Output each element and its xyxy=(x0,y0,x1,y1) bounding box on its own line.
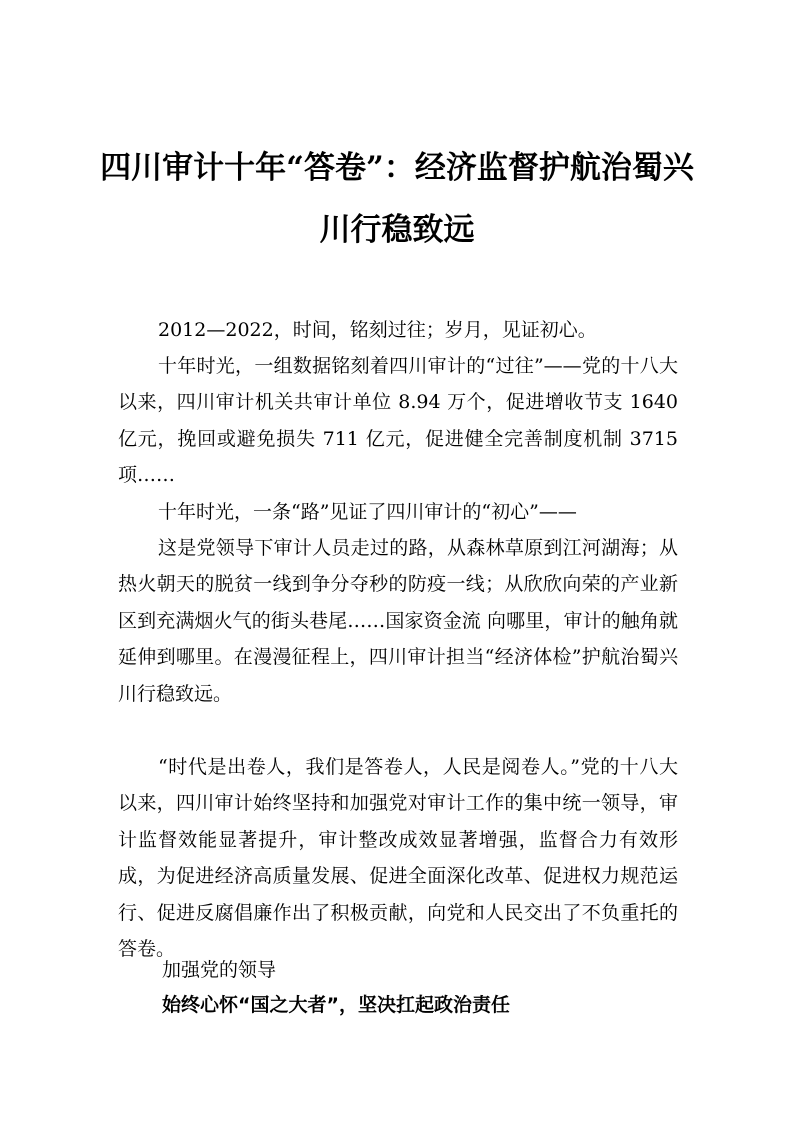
paragraph-intro: 2012—2022，时间，铭刻过往；岁月，见证初心。 xyxy=(158,319,597,341)
document-title-line-1: 四川审计十年“答卷”：经济监督护航治蜀兴 xyxy=(100,150,694,186)
document-title-line-2: 川行稳致远 xyxy=(319,212,475,248)
section-subheading: 始终心怀“国之大者”，坚决扛起政治责任 xyxy=(162,994,510,1016)
paragraph-path: 这是党领导下审计人员走过的路，从森林草原到江河湖海；从热火朝天的脱贫一线到争分夺秒的防疫一线；从欣欣向荣的产业新区到充满烟火气的街头巷尾……国家资金流 向哪里，审计的触角就延伸到哪里。在漫漫征程上，四川审计担当“经济体检”护航治蜀兴川行稳致远。 xyxy=(118,537,678,705)
paragraph-data: 十年时光，一组数据铭刻着四川审计的“过往”——党的十八大以来，四川审计机关共审计单位 8.94 万个，促进增收节支 1640 亿元，挽回或避免损失 711 亿元，促进健全完善制度机制 3715 项…… xyxy=(118,355,678,487)
paragraph-road: 十年时光，一条“路”见证了四川审计的“初心”—— xyxy=(158,501,577,523)
paragraph-era: “时代是出卷人，我们是答卷人，人民是阅卷人。”党的十八大以来，四川审计始终坚持和加强党对审计工作的集中统一领导，审计监督效能显著提升，审计整改成效显著增强，监督合力有效形成，为促进经济高质量发展、促进全面深化改革、促进权力规范运行、促进反腐倡廉作出了积极贡献，向党和人民交出了不负重托的答卷。 xyxy=(118,756,678,961)
section-heading: 加强党的领导 xyxy=(162,959,277,981)
